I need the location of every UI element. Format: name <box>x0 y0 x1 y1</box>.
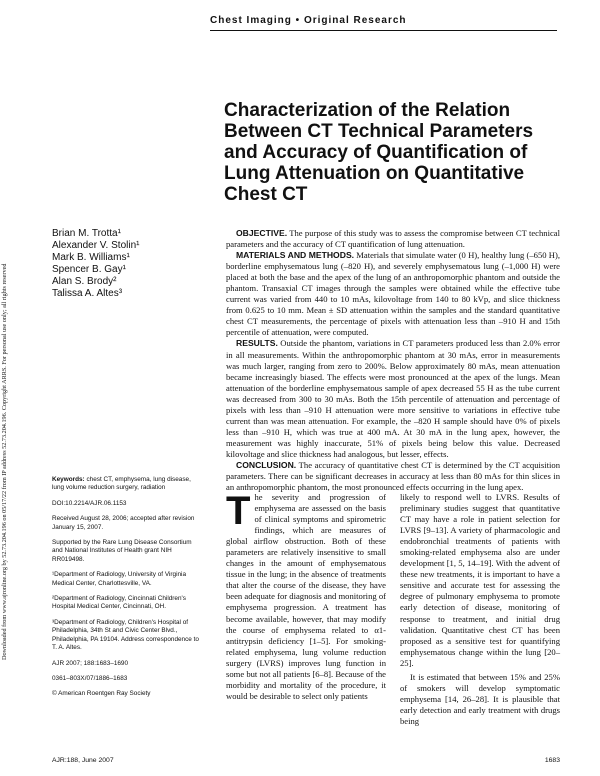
download-notice <box>1 100 15 660</box>
keywords-label: Keywords: <box>52 476 85 483</box>
article-title: Characterization of the Relation Between CT Technical Parameters and Accuracy of Quantification of Lung Attenuation on Quantitative Chest CT <box>224 100 534 205</box>
paragraph-text: he severity and progression of emphysema are assessed on the basis of clinical symptoms and spirometric findings, which are measures of global airflow obstruction. Both of these parameters are relatively insensitive to small changes in the amount of emphysematous tissue in the lung; in the absence of treatments that alter the course of the disease, they have been adequate for diagnosis and monitoring of emphysema progression. A treatment has become available, however, that may modify the course of emphysema related to α1-antitrypsin deficiency [1–5]. For smoking-related emphysema, lung volume reduction surgery (LVRS) improves lung function in some but not all patients [6–8]. Because of the morbidity and mortality of the procedure, it would be desirable to select only patients <box>226 492 386 701</box>
page-number: 1683 <box>544 757 560 764</box>
abstract-text: Materials that simulate water (0 H), healthy lung (–650 H), borderline emphysematous lung (–820 H), and severely emphysematous lung (–1,000 H) were placed at both the base and the apex of the lung of an anthropomorphic phantom and outside the phantom. Transaxial CT images through the samples were obtained while the effective tube current was varied from 440 to 10 mAs, kilovoltage from 140 to 80 kVp, and slice thickness from 0.625 to 10 mm. Mean ± SD attenuation within the samples and the standard quantitative chest CT measurements, the percentage of pixels with attenuation less than –910 H and 15th percentile of attenuation, were computed. <box>226 250 560 338</box>
header-rule <box>210 30 557 31</box>
abstract-text: The purpose of this study was to assess the compromise between CT technical parameters and the accuracy of CT quantification of lung attenuation. <box>226 228 560 250</box>
abstract <box>226 228 560 493</box>
section-label: MATERIALS AND METHODS. <box>236 250 355 261</box>
text-column-1 <box>226 489 386 702</box>
author: Alan S. Brody² <box>52 276 117 287</box>
section-label: CONCLUSION. <box>236 459 297 470</box>
doi: DOI:10.2214/AJR.06.1153 <box>52 499 127 507</box>
abstract-methods <box>226 250 560 338</box>
paragraph: likely to respond well to LVRS. Results of preliminary studies suggest that quantitative CT may have a role in patient selection for LVRS [9–13]. A variety of pharmacologic and endobronchial treatments of patients with smoking-related emphysema also are under development [1, 5, 14–19]. With the advent of these new treatments, it is important to have a sensitive and accurate test for assessing the degree of pulmonary emphysema to promote early detection of disease, monitoring of response to treatment, and initial drug validation. Quantitative chest CT has been proposed as a sensitive test for quantifying emphysematous change within the lung [20–25]. <box>400 492 560 668</box>
intro-paragraph <box>226 489 386 702</box>
author: Spencer B. Gay¹ <box>52 264 126 275</box>
section-label: OBJECTIVE. <box>236 228 288 238</box>
affiliation: ¹Department of Radiology, University of Virginia Medical Center, Charlottesville, VA. <box>52 571 187 587</box>
keywords <box>52 476 202 493</box>
copyright: © American Roentgen Ray Society <box>52 690 151 698</box>
keywords-text: chest CT, emphysema, lung disease, lung volume reduction surgery, radiation <box>52 476 191 492</box>
issn: 0361–803X/07/1886–1683 <box>52 674 128 682</box>
abstract-conclusion <box>226 460 560 493</box>
received-date: Received August 28, 2006; accepted after revision January 15, 2007. <box>52 515 195 531</box>
abstract-objective <box>226 228 560 250</box>
download-notice-text: Downloaded from www.ajronline.org by 52.73.204.196 on 05/17/22 from IP address 52.73.204.196. Copyright ARRS. For personal use only; all rights reserved <box>1 263 8 660</box>
abstract-text: Outside the phantom, variations in CT parameters produced less than 2.0% error in all measurements. Within the anthropomorphic phantom at 30 mAs, error in measurements was much larger, ranging from zero to 200%. Below approximately 80 mAs, mean attenuation became increasingly biased. The effects were most pronounced at the apex of the lungs. Mean attenuation of the borderline emphysematous sample of apex decreased 55 H as the tube current was decreased from 300 to 30 mAs. Both the 15th percentile of attenuation and percentage of pixels with less than –910 H attenuation were more sensitive to variations in effective tube current than was mean attenuation. For example, the –820 H sample should have 0% of pixels less than –910 H, which was true at 400 mA. At 30 mA in the lung apex, however, the measurement was highly inaccurate, 51% of pixels being below this value. Decreased kilovoltage and slice thickness had analogous, but lesser, effects. <box>226 338 560 459</box>
affiliation: ²Department of Radiology, Cincinnati Children's Hospital Medical Center, Cincinnati, OH. <box>52 595 186 611</box>
section-label: RESULTS. <box>236 338 278 349</box>
drop-cap: T <box>226 489 251 533</box>
author: Brian M. Trotta¹ <box>52 228 121 239</box>
author: Alexander V. Stolin¹ <box>52 240 140 251</box>
citation: AJR 2007; 188:1683–1690 <box>52 659 129 667</box>
author: Mark B. Williams¹ <box>52 252 130 263</box>
text-column-2 <box>400 492 560 727</box>
abstract-text: The accuracy of quantitative chest CT is determined by the CT acquisition parameters. There can be significant decreases in accuracy at less than 80 mAs for thin slices in an anthropomorphic phantom, the most pronounced effects occurring in the lung apex. <box>226 459 560 493</box>
article-metadata <box>52 476 202 706</box>
journal-issue: AJR:188, June 2007 <box>52 757 114 764</box>
author-list <box>52 228 202 300</box>
author: Talissa A. Altes³ <box>52 288 123 299</box>
abstract-results <box>226 338 560 460</box>
affiliation: ³Department of Radiology, Children's Hospital of Philadelphia, 34th St and Civic Center Blvd., Philadelphia, PA 19104. Address correspondence to T. A. Altes. <box>52 618 199 652</box>
funding-note: Supported by the Rare Lung Disease Consortium and National Institutes of Health grant NIH RR019498. <box>52 539 192 563</box>
section-header: Chest Imaging • Original Research <box>210 15 407 26</box>
paragraph: It is estimated that between 15% and 25% of smokers will develop symptomatic emphysema [14, 26–28]. It is plausible that early detection and early treatment with drugs being <box>400 671 560 726</box>
